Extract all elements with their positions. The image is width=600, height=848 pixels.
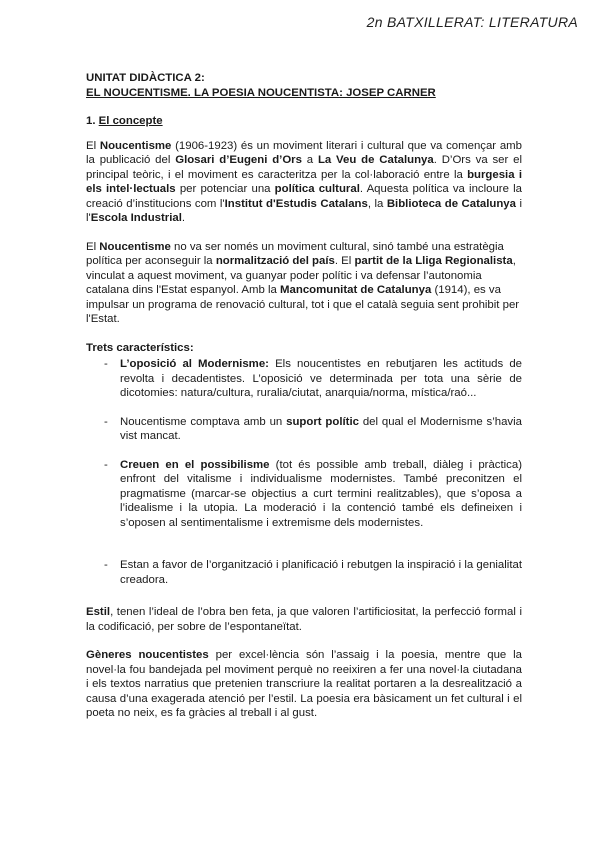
document-body [86, 71, 522, 735]
unit-subtitle: EL NOUCENTISME. LA POESIA NOUCENTISTA: JOSEP CARNER [86, 86, 436, 99]
list-dash: - [104, 559, 108, 571]
traits-heading: Trets característics: [86, 341, 194, 354]
section-number: 1. [86, 115, 99, 127]
trait-item: - Creuen en el possibilisme (tot és possible amb treball, diàleg i pràctica) enfront del vitalisme i individualisme modernistes. També preconitzen el pragmatisme (marcar-se objectius a curt termini realitzables), que s’oposa a l’idealisme i la utopia. La moderació i la contenció també els defineixen i s’oposen al sentimentalisme i extremisme dels modernistes. [104, 458, 522, 529]
paragraph-concept-2: El Noucentisme no va ser només un moviment cultural, sinó també una estratègia política per aconseguir la normalització del país. El partit de la Lliga Regionalista, vinculat a aquest moviment, va guanyar poder polític i va defensar l’autonomia catalana dins l'Estat espanyol. Amb la Mancomunitat de Catalunya (1914), es va impulsar un programa de renovació cultural, tot i que el català seguia sent prohibit per l'Estat. [86, 240, 520, 325]
list-dash: - [104, 415, 108, 428]
paragraph-concept-1: El Noucentisme (1906-1923) és un moviment literari i cultural que va començar amb la publicació del Glosari d’Eugeni d’Ors a La Veu de Catalunya. D’Ors va ser el principal teòric, i el moviment es caracteritza per la col·laboració entre la burgesia i els intel·lectuals per potenciar una política cultural. Aquesta política va incloure la creació d’institucions com l'Institut d'Estudis Catalans, la Biblioteca de Catalunya i l'Escola Industrial. [86, 139, 522, 224]
list-dash: - [104, 458, 108, 471]
unit-title: UNITAT DIDÀCTICA 2: [86, 72, 205, 84]
paragraph-style: Estil, tenen l’ideal de l’obra ben feta, ja que valoren l’artificiositat, la perfecció formal i la codificació, per sobre de l’espontaneïtat. [86, 606, 522, 633]
trait-item: - Noucentisme comptava amb un suport polític del qual el Modernisme s’havia vist mancat. [104, 415, 522, 442]
paragraph-genres: Gèneres noucentistes per excel·lència són l’assaig i la poesia, mentre que la novel·la fou bandejada pel moviment perquè no reeixiren a fer una novel·la ciutadana i els textos narratius que pretenien transcriure la realitat portaren a la desrealització a causa d’una exagerada atenció per l’estil. La poesia era bàsicament un fet cultural i el poeta no neix, es fa gràcies al treball i al gust. [86, 649, 522, 719]
section-title: El concepte [98, 115, 163, 127]
section-heading [86, 114, 522, 129]
trait-item: - L’oposició al Modernisme: Els noucentistes en rebutjaren les actituds de revolta i decadentistes. L’oposició ve determinada per tota una sèrie de dicotomies: natura/cultura, ruralia/ciutat, anarquia/norma, mística/raó... [104, 358, 522, 399]
list-dash: - [104, 358, 108, 370]
traits-list [86, 357, 522, 587]
page-header: 2n BATXILLERAT: LITERATURA [366, 14, 578, 30]
trait-item: - Estan a favor de l’organització i planificació i rebutgen la inspiració i la genialitat creadora. [104, 559, 522, 586]
